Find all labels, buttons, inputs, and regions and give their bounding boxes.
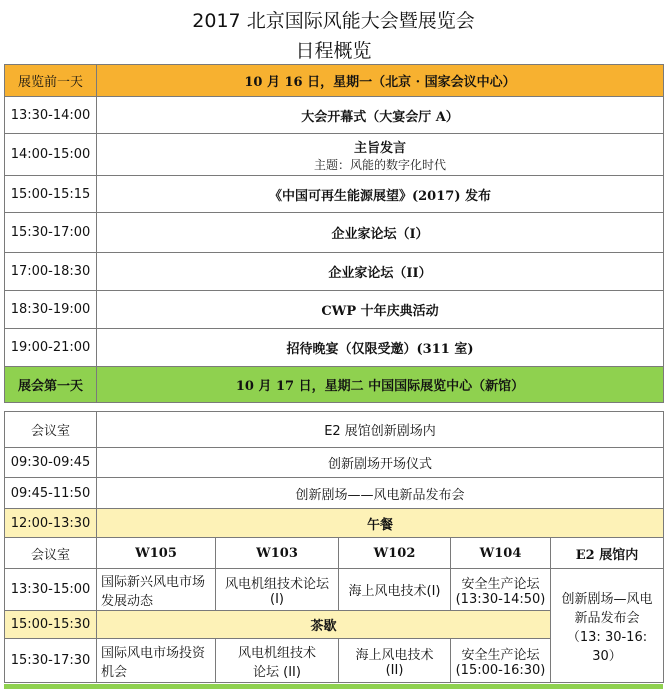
day1-header: 10 月 17 日，星期二 中国国际展览中心（新馆） xyxy=(97,367,664,403)
room-w105: W105 xyxy=(97,538,216,569)
time-cell: 15:00-15:30 xyxy=(5,611,97,639)
event-cell: 企业家论坛（II） xyxy=(97,253,664,291)
table-row xyxy=(5,176,664,213)
day0-header: 10 月 16 日，星期一（北京 · 国家会议中心） xyxy=(97,65,664,97)
event-cell: 《中国可再生能源展望》(2017) 发布 xyxy=(97,176,664,213)
rooms-label: 会议室 xyxy=(5,538,97,569)
time-cell: 会议室 xyxy=(5,412,97,448)
event-cell: 午餐 xyxy=(97,509,664,538)
event-cell: 创新剧场开场仪式 xyxy=(97,448,664,478)
time-cell: 17:00-18:30 xyxy=(5,253,97,291)
table-row xyxy=(5,448,664,478)
session-cell: 国际新兴风电市场发展动态 xyxy=(97,569,216,611)
session-title: (II) xyxy=(385,662,404,678)
event-cell: CWP 十年庆典活动 xyxy=(97,291,664,329)
session-cell xyxy=(451,569,551,611)
table-row xyxy=(5,478,664,509)
session-cell: 海上风电技术(I) xyxy=(339,569,451,611)
room-w102: W102 xyxy=(339,538,451,569)
session-cell: 风电机组技术论坛(I) xyxy=(216,569,339,611)
table-row xyxy=(5,253,664,291)
event-cell: 企业家论坛（I） xyxy=(97,213,664,253)
session-title: 安全生产论坛 xyxy=(461,647,540,663)
event-subtitle: 主题：风能的数字化时代 xyxy=(313,157,446,172)
e2-event-line: 新品发布会 xyxy=(574,610,640,626)
lunch-row xyxy=(5,509,664,538)
time-cell: 15:30-17:30 xyxy=(5,639,97,683)
e2-event-cell xyxy=(551,569,664,683)
time-cell: 14:00-15:00 xyxy=(5,134,97,176)
day0-header-row xyxy=(5,65,664,97)
event-title: 主旨发言 xyxy=(353,140,406,156)
session-time: (13:30-14:50) xyxy=(455,591,546,607)
event-cell: E2 展馆创新剧场内 xyxy=(97,412,664,448)
schedule-table-day0 xyxy=(4,64,664,403)
session-cell: 国际风电市场投资机会 xyxy=(97,639,216,683)
time-cell: 13:30-14:00 xyxy=(5,97,97,134)
session-cell xyxy=(339,639,451,683)
table-row xyxy=(5,329,664,367)
day0-label: 展览前一天 xyxy=(5,65,97,97)
session-cell xyxy=(216,639,339,683)
room-w104: W104 xyxy=(451,538,551,569)
session-time: (15:00-16:30) xyxy=(455,662,546,678)
rooms-row xyxy=(5,538,664,569)
event-cell: 创新剧场——风电新品发布会 xyxy=(97,478,664,509)
session-title: 论坛 (II) xyxy=(253,664,301,680)
day1-label: 展会第一天 xyxy=(5,367,97,403)
time-cell: 15:30-17:00 xyxy=(5,213,97,253)
table-row xyxy=(5,412,664,448)
page-title: 2017 北京国际风能大会暨展览会 xyxy=(192,10,475,32)
session-title: 海上风电技术 xyxy=(355,647,434,663)
event-cell: 招待晚宴（仅限受邀）(311 室) xyxy=(97,329,664,367)
e2-event-line: 创新剧场—风电 xyxy=(561,591,653,607)
table-row xyxy=(5,97,664,134)
bottom-green-strip xyxy=(4,684,663,689)
time-cell: 18:30-19:00 xyxy=(5,291,97,329)
session-cell xyxy=(451,639,551,683)
time-cell: 09:45-11:50 xyxy=(5,478,97,509)
event-cell xyxy=(97,134,664,176)
time-cell: 13:30-15:00 xyxy=(5,569,97,611)
table-row xyxy=(5,569,664,611)
time-cell: 09:30-09:45 xyxy=(5,448,97,478)
room-w103: W103 xyxy=(216,538,339,569)
time-cell: 19:00-21:00 xyxy=(5,329,97,367)
table-row xyxy=(5,291,664,329)
time-cell: 12:00-13:30 xyxy=(5,509,97,538)
table-row xyxy=(5,213,664,253)
event-cell: 茶歇 xyxy=(97,611,551,639)
schedule-table-day1 xyxy=(4,411,664,683)
time-cell: 15:00-15:15 xyxy=(5,176,97,213)
event-cell: 大会开幕式（大宴会厅 A） xyxy=(97,97,664,134)
table-row xyxy=(5,134,664,176)
session-title: 安全生产论坛 xyxy=(461,576,540,592)
room-e2: E2 展馆内 xyxy=(551,538,664,569)
session-title: 风电机组技术 xyxy=(237,645,316,661)
e2-event-time: （13: 30-16: 30） xyxy=(566,629,648,664)
page-subtitle: 日程概览 xyxy=(295,40,372,62)
day1-header-row xyxy=(5,367,664,403)
